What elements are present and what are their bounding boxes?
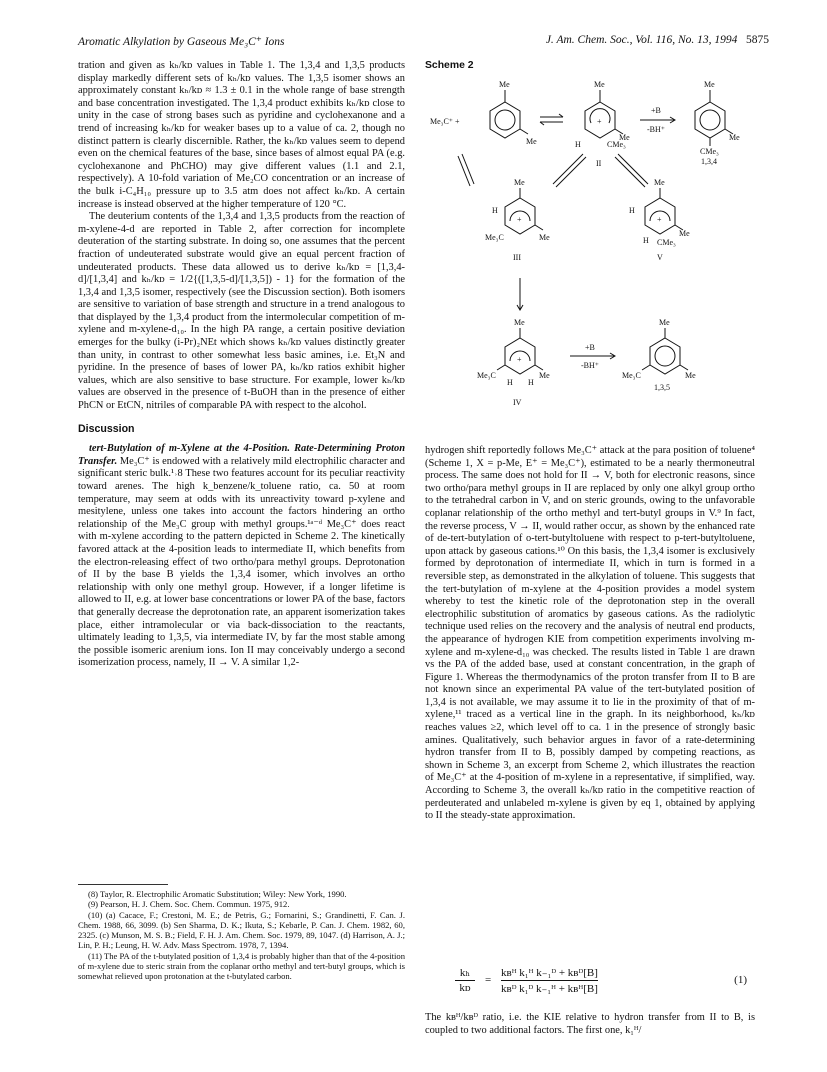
plus-label-ii: + [597, 117, 602, 126]
arenium-ion-iii [505, 188, 543, 234]
h-label-iii: H [492, 206, 498, 215]
me3c-label-iv: Me₃C [477, 371, 496, 380]
label-v: V [657, 253, 663, 262]
me-label-v-right: Me [679, 229, 690, 238]
me-label-iii-right: Me [539, 233, 550, 242]
footnote-8: (8) Taylor, R. Electrophilic Aromatic Substitution; Wiley: New York, 1990. [88, 889, 347, 899]
cme3-label-134: CMe₃ [700, 147, 719, 156]
equation-lhs-numerator: kₕ [459, 967, 471, 979]
footnote-9: (9) Pearson, H. J. Chem. Soc. Chem. Commun. 1975, 912. [88, 899, 290, 910]
footnote-10: (10) (a) Cacace, F.; Crestoni, M. E.; de Petris, G.; Fornarini, S.; Grandinetti, F. Can. J. Chem. 1988, 66, 3099. (b) Sen Sharma, D. K.; Ikuta, S.; Kebarle, P. Can. J. Chem. 1982, 60, 2325. (c) Munson, M. S. B.; Field, F. H. J. Am. Chem. Soc. 1979, 89, 1047. (d) Harrison, A. J.; Lin, P. H.; Leung, H. W. Adv. Mass Spectrom. 1978, 7, 1394. [78, 909, 405, 951]
product-135-ring [642, 328, 688, 374]
label-135: 1,3,5 [654, 383, 670, 392]
h-label-v: H [629, 206, 635, 215]
me-label-ii-right: Me [619, 133, 630, 142]
h-label-iv-1: H [507, 378, 513, 387]
reagent-label: Me₃C⁺ + [430, 117, 460, 126]
left-column [78, 60, 405, 670]
footnote-11: (11) The PA of the t-butylated position of 1,3,4 is probably higher than that of the 4-position of m-xylene due to steric strain from the coplanar ortho methyl and tert-butyl groups, which is somewhat relieved upon protonation at the t-butylated carbon. [78, 950, 405, 982]
me-label-134-right: Me [729, 133, 740, 142]
plus-label-iii: + [517, 215, 522, 224]
label-iv: IV [513, 398, 522, 407]
plus-label-v: + [657, 215, 662, 224]
journal-name: J. Am. Chem. Soc., Vol. 116, No. 13, 1994 [545, 34, 738, 46]
paragraph-discussion-1-text: Me₃C⁺ is endowed with a relatively mild electrophilic character and significant steric bulk.¹˒8 These two features account for its peculiar reactivity toward arenes. The high k_benzene/k_toluene ratio, ca. 50 at room temperature, may seem at odds with its unreactivity toward p-xylene and mesitylene, unless one takes into account the factors hindering an ortho relationship of the Me₃C group with methyl groups.¹ᵃ⁻ᵈ Me₃C⁺ does react with m-xylene according to the pattern depicted in Scheme 2. The kinetically favored attack at the 4-position leads to intermediate II, which benefits from the electron-releasing effect of two ortho/para methyl groups. Deprotonation of II by the base B yields the 1,3,4 isomer, which involves an ortho relationship with only one methyl group. However, if a longer lifetime is allowed to II, e.g. at lower base concentrations or lower PA of the base, factors that generally decrease the deprotonation rate, an apparent isomerization takes place, either intramolecular or via back-dissociation to the reactants, ultimately leading to 1,3,5, via intermediate IV, by far the most stable among the possible isomeric arenium ions. Ion II may conceivably undergo a second isomerization process, namely, II → V. A similar 1,2- [78, 455, 405, 669]
me-label-iv-right: Me [539, 371, 550, 380]
page-number: 5875 [746, 34, 769, 46]
running-title: Aromatic Alkylation by Gaseous Me₃C⁺ Ions [78, 36, 285, 48]
h-label-iv-2: H [528, 378, 534, 387]
paragraph-results-2: The deuterium contents of the 1,3,4 and 1,3,5 products from the reaction of m-xylene-4-d are reported in Table 2, after correction for incomplete deuteration of the starting substrate. In doing so, one assumes that the percent fraction of undeuterated substrate would give an equal percent fraction of undeuterated products. These data allowed us to derive kₕ/kᴅ = [1,3,4-d]/[1,3,4] and kₕ/kᴅ = 1/2{([1,3,5-d]/[1,3,5]) - 1} for the formation of the 1,3,4 and 1,3,5 isomer, respectively (see the Discussion section). Both isomers are sensitive to variation of base strength and structure in a trend analogous to that displayed by the 1,3,4 product from the intermolecular competition of m-xylene and m-xylene-d₁₀. In the high PA range, a certain positive deviation emerges for the bulky (i-Pr)₂NEt which shows kₕ/kᴅ values distinctly greater than unity, in contrast to other somewhat less basic amines, i.e. Et₃N and pyridine. In the presence of bases of lower PA, kₕ/kᴅ ratios exhibit higher values, which are also sensitive to base structure. For example, lower kₕ/kᴅ values are observed in the presence of t-BuOH than in the presence of either PhCN or EtCN, nitriles of comparable PA with respect to the alcohol. [78, 211, 405, 412]
me-label-ii-top: Me [594, 80, 605, 89]
me-label-mxylene-top: Me [499, 80, 510, 89]
arenium-ion-ii [585, 90, 623, 138]
h-label-v-bottom: H [643, 236, 649, 245]
label-iii: III [513, 253, 521, 262]
equilibrium-ii-to-v [615, 154, 648, 187]
h-label-ii: H [575, 140, 581, 149]
product-134-ring [695, 90, 733, 146]
me-label-iv-top: Me [514, 318, 525, 327]
arenium-ion-v [645, 188, 683, 234]
arenium-ion-iv [497, 328, 543, 374]
equation-1: kₕ kᴅ = kʙᴴ k₁ᴴ k₋₁ᴰ + kʙᴰ[B] kʙᴰ k₁ᴰ k₋₁ᴴ + kʙᴴ[B] (1) [425, 960, 755, 1008]
me-label-v-top: Me [654, 178, 665, 187]
scheme-diagram [425, 60, 755, 440]
equation-rhs-numerator: kʙᴴ k₁ᴴ k₋₁ᴰ + kʙᴰ[B] [501, 967, 598, 979]
journal-citation [546, 34, 769, 46]
arrow-label-top-1: +B [651, 106, 661, 115]
equation-lhs-denominator: kᴅ [459, 982, 471, 994]
plus-label-iv: + [517, 355, 522, 364]
equation-lhs [455, 966, 475, 994]
me3c-label-135: Me₃C [622, 371, 641, 380]
arrow-ii-to-134 [640, 117, 675, 123]
equilibrium-to-iii [458, 154, 474, 186]
equation-rhs-denominator: kʙᴰ k₁ᴰ k₋₁ᴴ + kʙᴴ[B] [501, 983, 598, 995]
arrow-iv-to-135 [570, 353, 615, 359]
scheme-label: Scheme 2 [425, 60, 474, 71]
arrow-label-top-2: +B [585, 343, 595, 352]
m-xylene-ring [490, 90, 528, 138]
me-label-mxylene-bottom: Me [526, 137, 537, 146]
label-ii: II [596, 159, 602, 168]
me-label-iii-top: Me [514, 178, 525, 187]
subsection-heading: tert-Butylation of m-Xylene at the 4-Position. Rate-Determining Proton Transfer. [78, 443, 405, 467]
arrow-label-bottom-1: -BH⁺ [647, 125, 665, 134]
me3c-label-iii: Me₃C [485, 233, 504, 242]
right-column [425, 445, 755, 823]
paragraph-discussion-1 [78, 443, 405, 670]
me-label-135-top: Me [659, 318, 670, 327]
equilibrium-ii-to-iii [553, 154, 586, 187]
paragraph-discussion-2: hydrogen shift reportedly follows Me₃C⁺ attack at the para position of toluene⁴ (Scheme 1, X = p-Me, E⁺ = Me₃C⁺), estimated to be a nearly thermoneutral process. The same does not hold for II → V, both for electronic reasons, since two ortho/para methyl groups in II are replaced by only one alkyl group ortho to the tetrahedral carbon in V, and on steric grounds, owing to the unfavorable coplanar relationship of the ortho methyl and tert-butyl groups in V.⁹ In fact, the reverse process, V → II, would rather occur, as shown by the enhanced rate of de-tert-butylation of o-tert-butyltoluene with respect to p-tert-butyltoluene, upon attack by gaseous cations.¹⁰ On this basis, the 1,3,4 isomer is exclusively formed by deprotonation of intermediate II, which in turn is formed in a reversible step, as demonstrated in the alkylation of toluene. This suggests that the tert-butylation of m-xylene at the 4-position provides a model system whereby to test the kinetic role of the deprotonation step in the overall electrophilic substitution of aromatics by gaseous cations. As the radiolytic technique used relies on the recovery and the analysis of neutral end products, the appearance of hydrogen KIE from competition experiments involving m-xylene and m-xylene-d₁₀ was checked. The results listed in Table 1 are drawn vs the PA of the added base, used at constant concentration, in the graph of Figure 1. Whereas the thermodynamics of the proton transfer from II to B are not known since an experimental PA value of the tert-butylated position of 1,3,4 is not available, we may assume it to lie in the proximity of that of m-xylene,¹¹ traced as a vertical line in the graph. In its neighborhood, kₕ/kᴅ reaches values ≥2, which level off to ca. 1 in the presence of strongly basic amines. Qualitatively, such behavior argues in favor of a rate-determining hydron transfer from II to B, possibly damped by competing reactions, as shown in Scheme 3, an excerpt from Scheme 2, which illustrates the reaction of Me₃C⁺ at the 4-position of m-xylene in a representative, if simplified, way. According to Scheme 3, the overall kₕ/kᴅ ratio in the competitive reaction of perdeuterated and unlabeled m-xylene is given by eq 1, obtained by applying to II the steady-state approximation. [425, 445, 755, 822]
section-heading-discussion: Discussion [78, 422, 135, 435]
cme3-label-v: CMe₃ [657, 238, 676, 247]
footnotes [78, 884, 405, 982]
paragraph-results-1: tration and given as kₕ/kᴅ values in Table 1. The 1,3,4 and 1,3,5 products display markedly different sets of kₕ/kᴅ values. The 1,3,5 isomer shows an approximately constant kₕ/kᴅ ≈ 1.3 ± 0.1 in the whole range of base strength and base concentration investigated. The 1,3,4 product exhibits kₕ/kᴅ close to unity in the case of strong bases such as pyridine and cyclohexanone and a trend of increasing kₕ/kᴅ for weaker bases up to a value of ca. 2, though no distinct pattern is clearly discernible. Rather, the kₕ/kᴅ values seem to depend even on the chemical features of the base, since bases of almost equal PA (e.g. cyclohexanone and PhCHO) may give different values (1.1 and 2.1, respectively). A 10-fold variation of Me₂CO concentration or an increase of the bulk i-C₄H₁₀ pressure up to 3.5 atm does not affect kₕ/kᴅ. A certain increase is instead observed at the higher temperature of 120 °C. [78, 60, 405, 210]
me-label-135-right: Me [685, 371, 696, 380]
label-134: 1,3,4 [701, 157, 717, 166]
paragraph-discussion-3: The kʙᴴ/kʙᴰ ratio, i.e. the KIE relative to hydron transfer from II to B, is coupled to two additional factors. The first one, k₁ᴴ/ [425, 1012, 755, 1036]
equation-number: (1) [734, 974, 747, 986]
scheme-2 [425, 60, 755, 440]
arrow-label-bottom-2: -BH⁺ [581, 361, 599, 370]
footnote-rule [78, 884, 168, 885]
equation-rhs [501, 966, 598, 995]
arrow-iii-to-iv [517, 278, 523, 310]
cme3-label-ii: CMe₃ [607, 140, 626, 149]
me-label-134-top: Me [704, 80, 715, 89]
equilibrium-arrow-1 [540, 114, 563, 125]
